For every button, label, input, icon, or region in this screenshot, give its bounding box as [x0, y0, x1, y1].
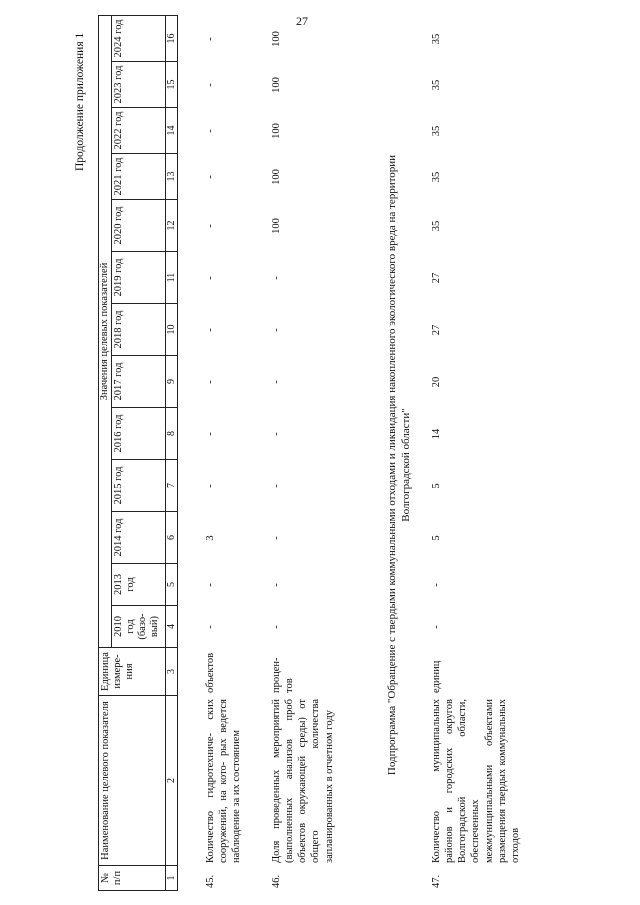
value-cell: 35: [431, 171, 442, 183]
value-cell: -: [271, 484, 282, 488]
column-number: 13: [166, 154, 178, 200]
header-year: 2015 год: [112, 460, 166, 512]
indicator-name: Доля проведенных мероприятий (выполненных анализов проб объектов окружающей среды) от общего количества запланированных в отчетном году: [271, 699, 335, 863]
header-year: 2020 год: [112, 200, 166, 252]
unit: процен- тов: [271, 657, 296, 693]
value-cell: 35: [431, 79, 442, 91]
value-cell: -: [205, 276, 216, 280]
value-cell: 35: [431, 125, 442, 137]
header-year: 2022 год: [112, 108, 166, 154]
value-cell: -: [205, 175, 216, 179]
value-cell: -: [205, 432, 216, 436]
value-cell: -: [271, 536, 282, 540]
row-number: 47.: [431, 874, 442, 888]
header-name: Наименование целевого показателя: [99, 696, 166, 866]
subprogram-title: Подпрограмма "Обращение с твердыми коммунальными отходами и ликвидация накопленного экологического вреда на территории Волгоградской области": [386, 154, 413, 776]
continuation-label: Продолжение приложения 1: [74, 32, 86, 171]
header-values: Значения целевых показателей: [99, 15, 112, 647]
value-cell: 27: [431, 272, 442, 284]
table-row: [268, 16, 338, 891]
value-cell: 100: [271, 77, 282, 93]
indicator-name: Количество гидротехниче- ских сооружений, на кото- рых ведется наблюдение за их состоянием: [205, 699, 243, 863]
value-cell: 14: [431, 428, 442, 440]
page-number: 27: [296, 14, 308, 28]
column-number: 3: [166, 648, 178, 696]
header-year: 2021 год: [112, 154, 166, 200]
value-cell: 35: [431, 33, 442, 45]
header-year: 2013 год: [112, 564, 166, 606]
value-cell: -: [205, 224, 216, 228]
value-cell: 3: [205, 535, 216, 541]
header-num: № п/п: [99, 866, 166, 891]
column-number: 14: [166, 108, 178, 154]
value-cell: -: [271, 432, 282, 436]
header-year: 2018 год: [112, 304, 166, 356]
column-number: 1: [166, 866, 178, 891]
column-number: 15: [166, 62, 178, 108]
column-number: 11: [166, 252, 178, 304]
value-cell: -: [205, 583, 216, 587]
value-cell: -: [271, 625, 282, 629]
column-number: 2: [166, 696, 178, 866]
value-cell: -: [205, 37, 216, 41]
column-number: 7: [166, 460, 178, 512]
column-number: 16: [166, 15, 178, 61]
value-cell: -: [205, 83, 216, 87]
row-number: 46.: [271, 874, 282, 888]
value-cell: 5: [431, 483, 442, 489]
table-row: [428, 16, 524, 891]
column-number: 5: [166, 564, 178, 606]
value-cell: 27: [431, 324, 442, 336]
column-number: 8: [166, 408, 178, 460]
value-cell: -: [205, 380, 216, 384]
indicators-table: [98, 15, 178, 891]
header-year: 2023 год: [112, 62, 166, 108]
value-cell: 35: [431, 220, 442, 232]
column-number: 4: [166, 606, 178, 648]
value-cell: 100: [271, 218, 282, 234]
value-cell: -: [271, 276, 282, 280]
unit: единиц: [431, 660, 442, 693]
value-cell: -: [431, 583, 442, 587]
column-number: 12: [166, 200, 178, 252]
column-number: 6: [166, 512, 178, 564]
value-cell: -: [271, 328, 282, 332]
value-cell: 20: [431, 376, 442, 388]
header-year: 2019 год: [112, 252, 166, 304]
value-cell: -: [205, 129, 216, 133]
header-year: 2016 год: [112, 408, 166, 460]
unit: объектов: [205, 652, 216, 693]
header-year: 2024 год: [112, 15, 166, 61]
value-cell: -: [205, 328, 216, 332]
table-row: [202, 16, 245, 891]
header-unit: Единица измере- ния: [99, 648, 166, 696]
value-cell: -: [271, 380, 282, 384]
value-cell: 100: [271, 169, 282, 185]
header-year: 2010 год (базо- вый): [112, 606, 166, 648]
header-year: 2014 год: [112, 512, 166, 564]
value-cell: -: [205, 484, 216, 488]
value-cell: -: [431, 625, 442, 629]
column-number: 9: [166, 356, 178, 408]
value-cell: -: [271, 583, 282, 587]
value-cell: -: [205, 625, 216, 629]
header-year: 2017 год: [112, 356, 166, 408]
column-number: 10: [166, 304, 178, 356]
row-number: 45.: [205, 874, 216, 888]
value-cell: 100: [271, 123, 282, 139]
value-cell: 5: [431, 535, 442, 541]
value-cell: 100: [271, 31, 282, 47]
indicator-name: Количество муниципальных районов и городских округов Волгоградской области, обеспеченных межмуниципальными объектами размещения твердых коммунальных отходов: [431, 699, 521, 863]
